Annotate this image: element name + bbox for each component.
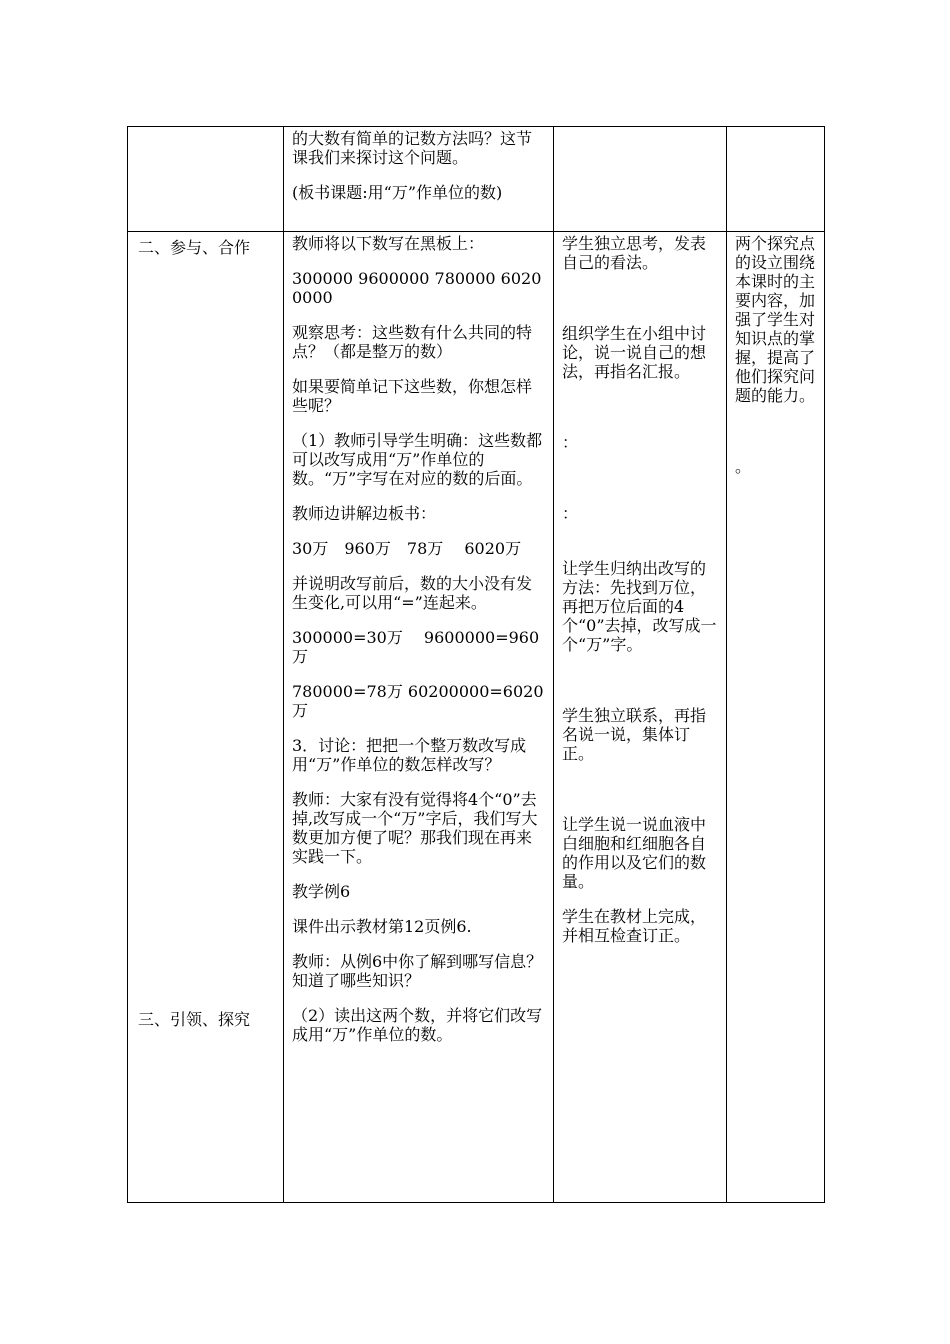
lesson-plan-table	[127, 126, 825, 1203]
teacher-activity-cell	[284, 127, 554, 232]
text-paragraph: 学生独立思考，发表自己的看法。	[562, 234, 707, 272]
text-paragraph: 教师将以下数写在黑板上：	[292, 234, 485, 253]
text-paragraph: 教师边讲解边板书：	[292, 504, 437, 523]
design-intent-cell	[727, 127, 825, 232]
text-paragraph: 组织学生在小组中讨论，说一说自己的想法，再指名汇报。	[562, 324, 707, 381]
text-paragraph: 教师：大家有没有觉得将4个“0”去掉,改写成一个“万”字后，我们写大数更加方便了呢？那我们现在再来实践一下。	[292, 790, 538, 866]
student-activity-cell	[554, 232, 727, 1203]
text-paragraph: 780000=78万 60200000=6020万	[292, 682, 544, 720]
text-paragraph: 让学生说一说血液中白细胞和红细胞各自的作用以及它们的数量。	[562, 815, 707, 891]
text-paragraph: 30万 960万 78万 6020万	[292, 539, 522, 558]
text-paragraph: 两个探究点的设立围绕本课时的主要内容，加强了学生对知识点的掌握，提高了他们探究问题的能力。	[735, 234, 816, 405]
text-paragraph: （1）教师引导学生明确：这些数都可以改写成用“万”作单位的数。“万”字写在对应的数的后面。	[292, 431, 543, 488]
text-paragraph: 观察思考：这些数有什么共同的特点？（都是整万的数）	[292, 323, 533, 361]
text-paragraph: 3．讨论：把把一个整万数改写成用“万”作单位的数怎样改写？	[292, 736, 527, 774]
text-paragraph: 并说明改写前后，数的大小没有发生变化,可以用“=”连起来。	[292, 574, 533, 612]
design-intent-cell	[727, 232, 825, 1203]
text-paragraph: ：	[562, 504, 579, 523]
text-paragraph: 课件出示教材第12页例6.	[292, 917, 472, 936]
text-paragraph: (板书课题:用“万”作单位的数)	[292, 183, 503, 202]
text-paragraph: （2）读出这两个数，并将它们改写成用“万”作单位的数。	[292, 1006, 543, 1044]
text-paragraph: 300000 9600000 780000 60200000	[292, 269, 542, 307]
text-paragraph: ：	[562, 433, 579, 452]
stage-cell	[128, 232, 284, 1203]
table-row	[128, 127, 825, 232]
stage-cell	[128, 127, 284, 232]
stage-label: 二、参与、合作	[138, 238, 251, 257]
text-paragraph: 学生独立联系，再指名说一说，集体订正。	[562, 706, 707, 763]
text-paragraph: 教师：从例6中你了解到哪写信息？知道了哪些知识？	[292, 952, 543, 990]
text-paragraph: 的大数有简单的记数方法吗？这节课我们来探讨这个问题。	[292, 129, 533, 167]
text-paragraph: 300000=30万 9600000=960万	[292, 628, 540, 666]
text-paragraph: 如果要简单记下这些数，你想怎样些呢？	[292, 377, 533, 415]
text-paragraph: 教学例6	[292, 882, 351, 901]
stage-label: 三、引领、探究	[138, 1010, 251, 1029]
text-paragraph: 学生在教材上完成，并相互检查订正。	[562, 907, 707, 945]
table-row	[128, 232, 825, 1203]
student-activity-cell	[554, 127, 727, 232]
teacher-activity-cell	[284, 232, 554, 1203]
text-paragraph: 。	[735, 457, 752, 476]
text-paragraph: 让学生归纳出改写的方法：先找到万位，再把万位后面的4个“0”去掉，改写成一个“万”字。	[562, 559, 717, 654]
